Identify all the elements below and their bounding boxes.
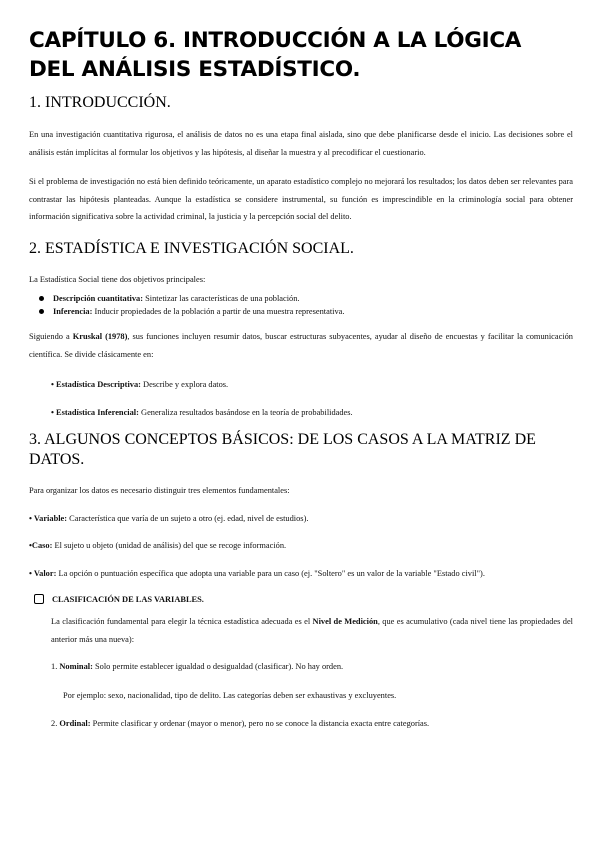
chapter-title-line2: DEL ANÁLISIS ESTADÍSTICO.: [29, 57, 361, 82]
classification-title: CLASIFICACIÓN DE LAS VARIABLES.: [52, 594, 204, 604]
checkbox-icon[interactable]: [34, 594, 44, 604]
sec1-paragraph-2: Si el problema de investigación no está bien definido teóricamente, un aparato estadístico complejo no mejorará los resultados; los datos deben ser relevantes para contrastar las hipótesis planteadas. Aunque la estadística se considere instrumental, su función es imprescindible en la criminología social para obtener información significativa sobre la actividad criminal, la justicia y la percepción social del delito.: [29, 177, 573, 221]
chapter-title-line1: CAPÍTULO 6. INTRODUCCIÓN A LA LÓGICA: [29, 28, 522, 53]
case-term: •Caso:: [29, 541, 53, 550]
nominal-example: Por ejemplo: sexo, nacionalidad, tipo de delito. Las categorías deben ser exhaustivas y excluyentes.: [63, 690, 397, 700]
variable-text: Característica que varía de un sujeto a otro (ej. edad, nivel de estudios).: [67, 513, 309, 523]
section-3-heading: 3. ALGUNOS CONCEPTOS BÁSICOS: DE LOS CASOS A LA MATRIZ DE DATOS.: [29, 431, 536, 468]
section-1-heading: 1. INTRODUCCIÓN.: [29, 94, 171, 111]
list-item: [37, 305, 573, 318]
bullet-term: Inferencia:: [53, 307, 93, 316]
class-term: Nivel de Medición: [312, 617, 378, 626]
sec1-paragraph-1: En una investigación cuantitativa rigurosa, el análisis de datos no es una etapa final aislada, sino que debe planificarse desde el inicio. Las decisiones sobre el análisis están implícitas al formular los objetivos y las hipótesis, al diseñar la muestra y al precodificar el cuestionario.: [29, 130, 573, 157]
bullet-text: Sintetizar las características de una población.: [143, 294, 300, 303]
bullet-text: Inducir propiedades de la población a partir de una muestra representativa.: [92, 307, 345, 316]
ordinal-item: [29, 715, 573, 733]
kruskal-pre: Siguiendo a: [29, 332, 73, 341]
case-text: El sujeto u objeto (unidad de análisis) del que se recoge información.: [52, 541, 287, 550]
class-pre: La clasificación fundamental para elegir la técnica estadística adecuada es el: [51, 617, 313, 626]
nominal-text: Solo permite establecer igualdad o desigualdad (clasificar). No hay orden.: [92, 662, 344, 671]
value-term: • Valor:: [29, 568, 57, 578]
value-text: La opción o puntuación específica que adopta una variable para un caso (ej. "Soltero" es un valor de la variable "Estado civil").: [56, 568, 485, 578]
kruskal-term: Kruskal (1978): [72, 332, 128, 341]
ordinal-text: Permite clasificar y ordenar (mayor o menor), pero no se conoce la distancia exacta entre categorías.: [90, 719, 430, 728]
inferential-text: Generaliza resultados basándose en la teoría de probabilidades.: [138, 407, 353, 417]
descriptive-item: [29, 376, 573, 394]
inferential-term: • Estadística Inferencial:: [51, 407, 139, 417]
objectives-list: [37, 292, 573, 318]
chapter-title: [29, 26, 573, 84]
value-item: [29, 565, 573, 583]
case-item: [29, 537, 573, 555]
ordinal-term: Ordinal:: [59, 719, 91, 728]
sec3-intro: Para organizar los datos es necesario distinguir tres elementos fundamentales:: [29, 486, 290, 495]
classification-paragraph: [29, 613, 573, 648]
section-2-heading: 2. ESTADÍSTICA E INVESTIGACIÓN SOCIAL.: [29, 239, 354, 257]
kruskal-post: , sus funciones incluyen resumir datos, buscar estructuras subyacentes, ayudar al diseño de encuestas y facilitar la comunicación científica. Se divide clásicamente en:: [29, 332, 573, 359]
inferential-item: [29, 404, 573, 422]
document-page: [29, 26, 573, 733]
kruskal-paragraph: [29, 328, 573, 363]
nominal-term: Nominal:: [59, 662, 93, 671]
class-post: , que es acumulativo (cada nivel tiene las propiedades del anterior más una nueva):: [51, 617, 573, 644]
variable-item: [29, 510, 573, 528]
nominal-item: [29, 658, 573, 676]
list-item: [37, 292, 573, 305]
sec2-intro: La Estadística Social tiene dos objetivos principales:: [29, 274, 206, 284]
variable-term: • Variable:: [29, 513, 68, 523]
bullet-term: Descripción cuantitativa:: [53, 294, 144, 303]
descriptive-term: • Estadística Descriptiva:: [51, 380, 141, 389]
ordinal-number: 2.: [51, 719, 60, 728]
descriptive-text: Describe y explora datos.: [140, 380, 229, 389]
classification-header: [29, 594, 573, 604]
nominal-number: 1.: [51, 662, 60, 671]
